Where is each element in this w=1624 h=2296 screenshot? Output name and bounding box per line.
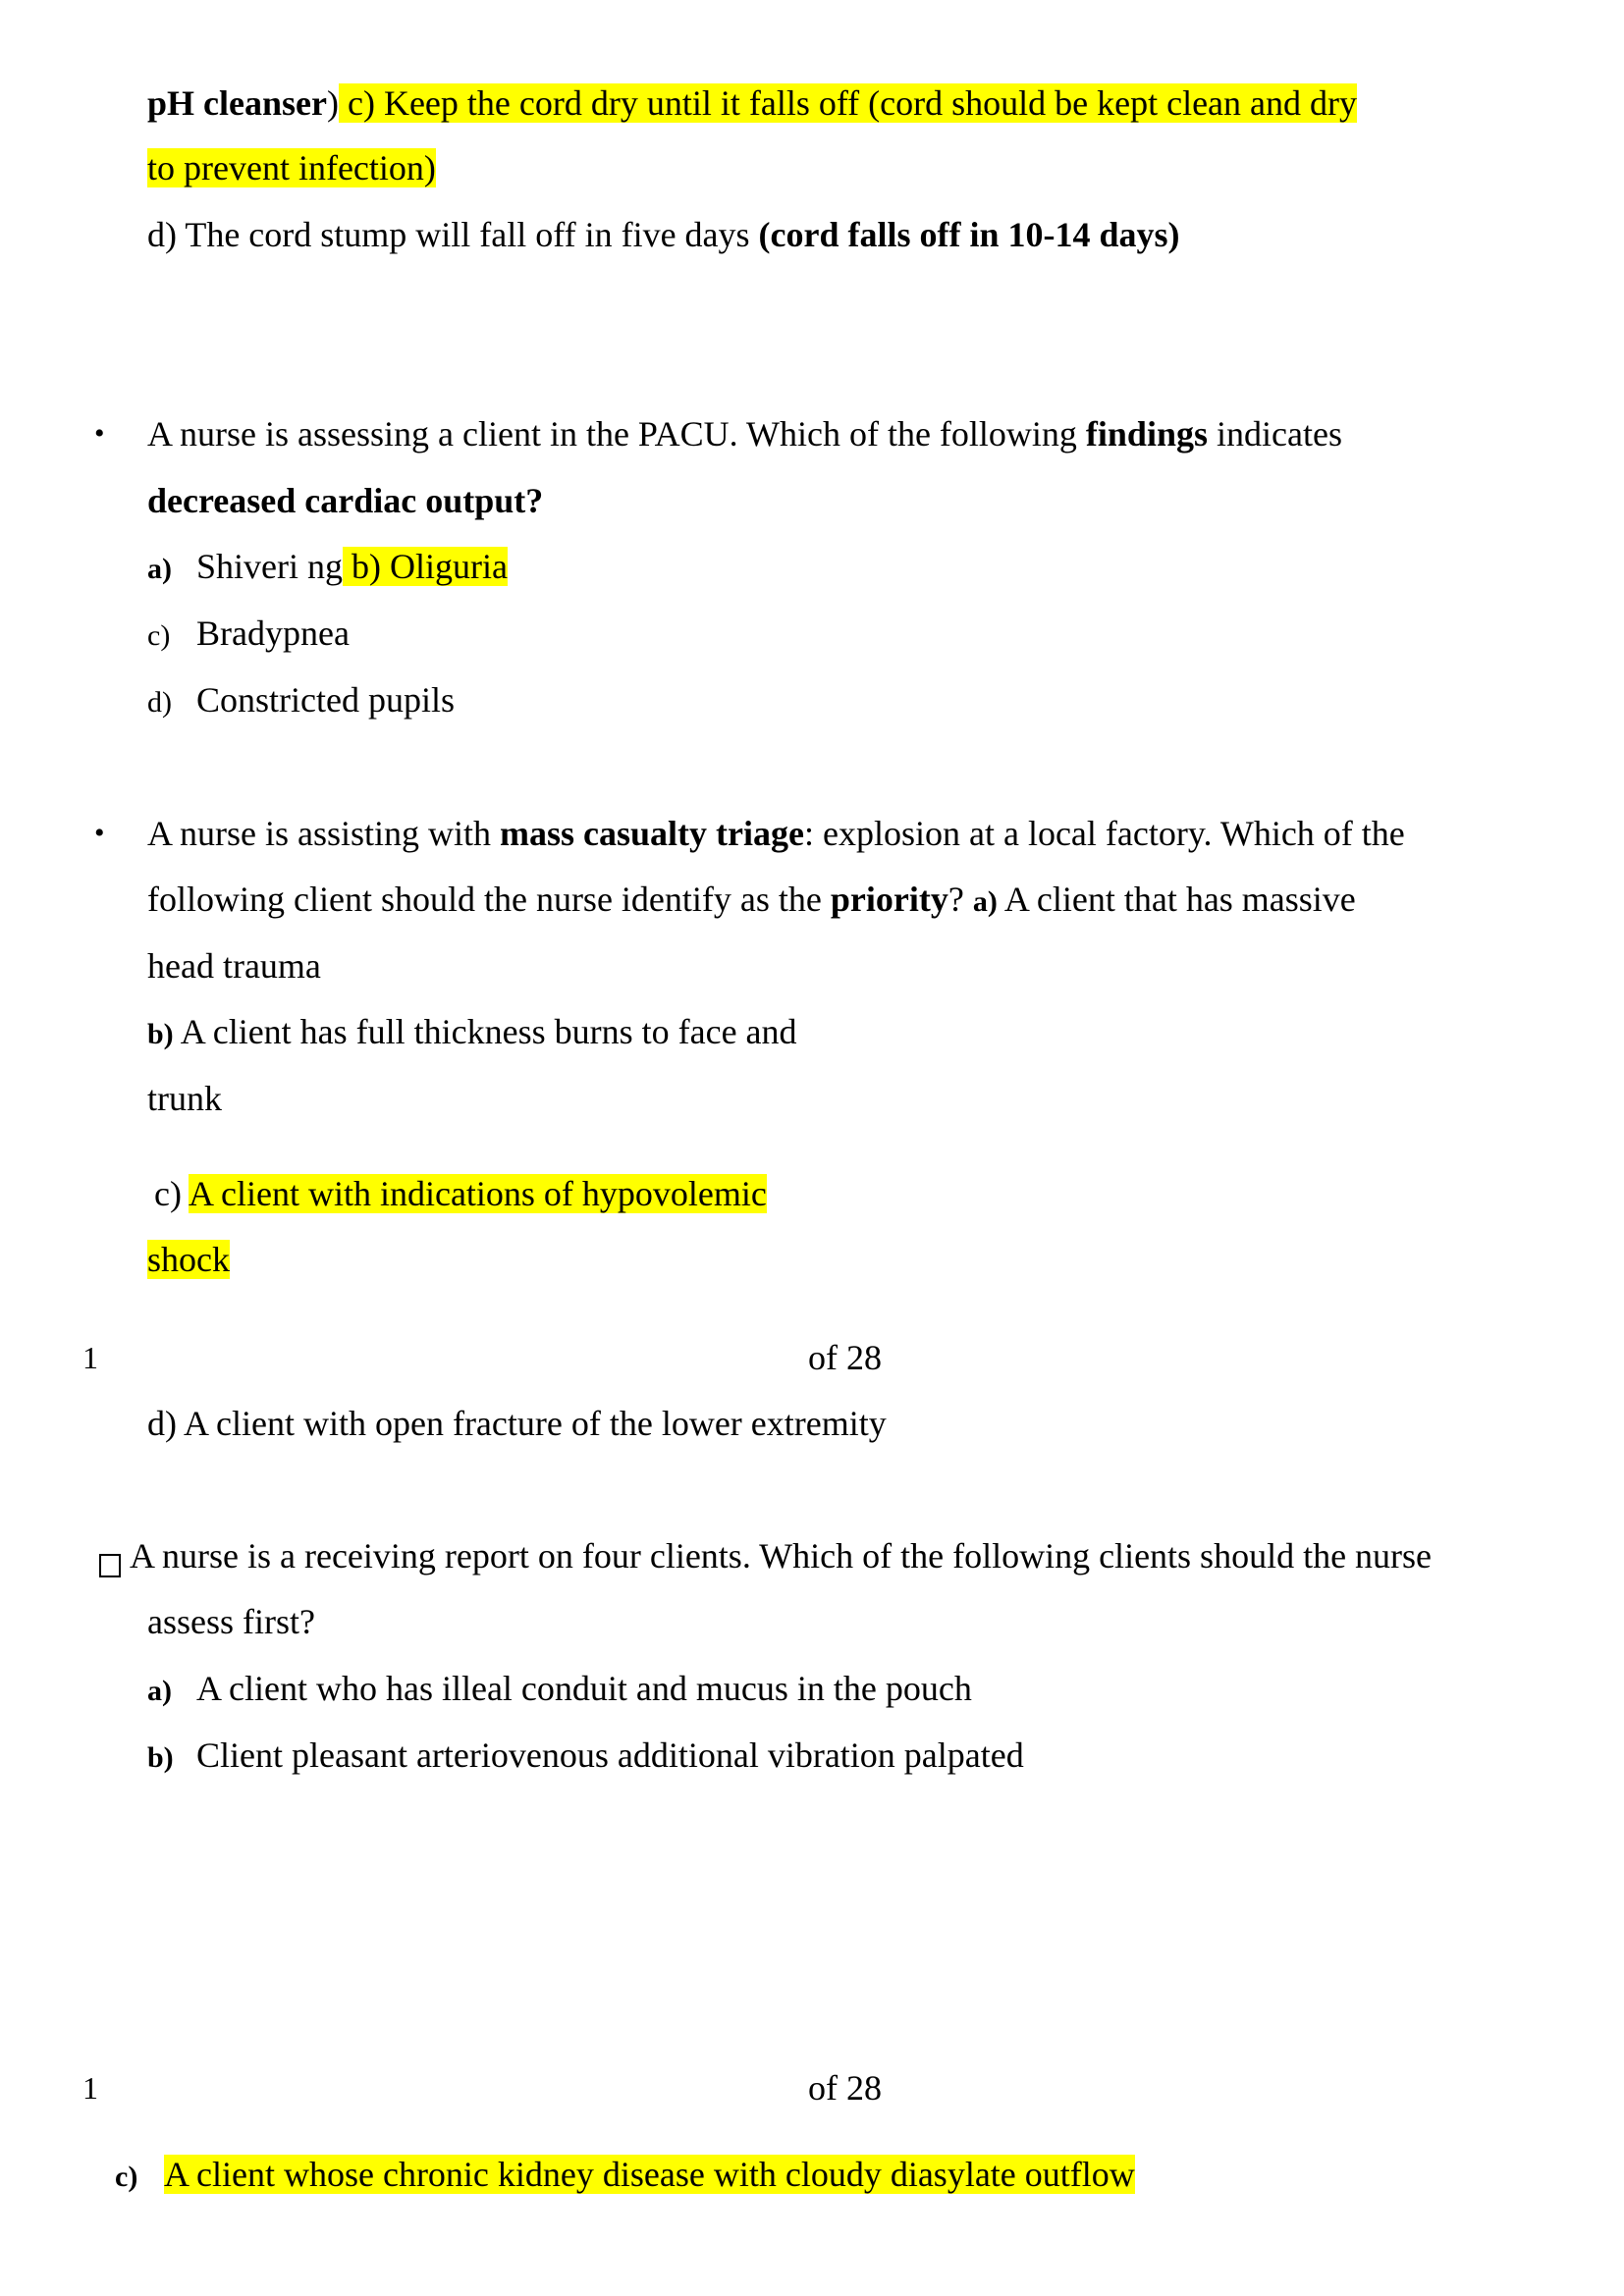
q2-option-b-cont: trunk	[147, 1079, 222, 1118]
q2-option-d: d) A client with open fracture of the lower extremity	[147, 1404, 887, 1443]
q3-stem-2: assess first?	[147, 1602, 315, 1641]
q1-option-c: c) Bradypnea	[147, 614, 350, 653]
page-number: 1	[82, 2070, 98, 2106]
q2-stem: A nurse is assisting with mass casualty triage: explosion at a local factory. Which of the	[147, 814, 1405, 853]
bullet-box-icon	[99, 1554, 121, 1577]
page-number: 1	[82, 1340, 98, 1375]
q0-answer-highlight: c) Keep the cord dry until it falls off (cord should be kept clean and dry	[338, 83, 1357, 123]
q1-stem-2: decreased cardiac output?	[147, 481, 544, 520]
q0-option-d: d) The cord stump will fall off in five days (cord falls off in 10-14 days)	[147, 215, 1180, 254]
q0-line1: pH cleanser) c) Keep the cord dry until it falls off (cord should be kept clean and dry	[147, 83, 1357, 123]
q2-stem-2: following client should the nurse identify as the priority? a) A client that has massive	[147, 880, 1356, 919]
page-total: of 28	[808, 2068, 882, 2108]
q3-option-c: c) A client whose chronic kidney disease with cloudy diasylate outflow	[115, 2155, 1135, 2194]
q2-option-c: c) A client with indications of hypovolemic	[154, 1174, 767, 1213]
q0-bold: pH cleanser	[147, 83, 327, 123]
bullet: •	[94, 417, 105, 450]
q1-option-d: d) Constricted pupils	[147, 680, 455, 720]
q1-option-a: a) Shiveri ng b) Oliguria	[147, 547, 508, 586]
q3-stem: A nurse is a receiving report on four clients. Which of the following clients should the nurse	[130, 1536, 1433, 1575]
bullet: •	[94, 817, 105, 849]
page-total: of 28	[808, 1338, 882, 1377]
q0-line2: to prevent infection)	[147, 148, 436, 187]
q2-answer-highlight: A client with indications of hypovolemic	[188, 1174, 767, 1213]
q3-answer-highlight: A client whose chronic kidney disease with cloudy diasylate outflow	[164, 2155, 1135, 2194]
q2-option-a-cont: head trauma	[147, 946, 321, 986]
q3-option-a: a) A client who has illeal conduit and mucus in the pouch	[147, 1669, 972, 1708]
q3-option-b: b) Client pleasant arteriovenous additional vibration palpated	[147, 1735, 1024, 1775]
q1-answer-highlight: b) Oliguria	[343, 547, 508, 586]
q2-option-b: b) A client has full thickness burns to face and	[147, 1012, 797, 1051]
q1-stem: A nurse is assessing a client in the PACU. Which of the following findings indicates	[147, 414, 1342, 454]
q2-option-c-cont: shock	[147, 1240, 230, 1279]
